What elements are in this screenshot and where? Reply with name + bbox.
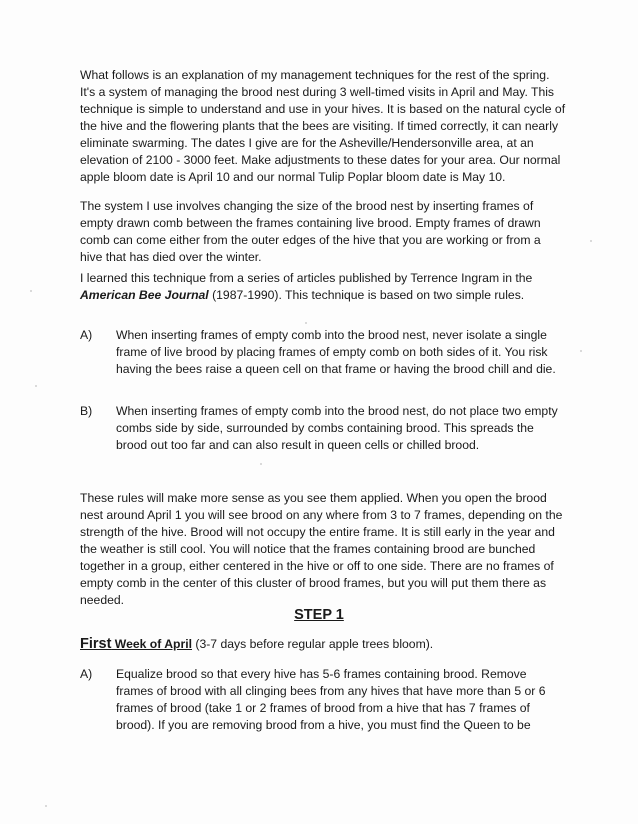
rule-a: [80, 327, 566, 378]
rule-b: [80, 403, 566, 454]
rule-b-text: When inserting frames of empty comb into the brood nest, do not place two empty combs side by side, surrounded by combs containing brood. This spreads the brood out too far and can also result in queen cells or chilled brood.: [116, 404, 558, 452]
step-1-item-a-text: Equalize brood so that every hive has 5-6 frames containing brood. Remove frames of brood with all clinging bees from any hives that have more than 5 or 6 frames of brood (take 1 or 2 frames of brood from a hive that has 7 frames of brood). If you are removing brood from a hive, you must find the Queen to be: [116, 667, 546, 732]
scan-speck: [30, 290, 32, 292]
scan-speck: [305, 322, 307, 324]
intro-paragraph-3-tail: (1987-1990). This technique is based on two simple rules.: [208, 288, 525, 302]
week-heading-first: First: [80, 636, 112, 652]
scan-speck: [45, 805, 47, 807]
rules-explanation-paragraph: These rules will make more sense as you see them applied. When you open the brood nest around April 1 you will see brood on any where from 3 to 7 frames, depending on the strength of the hive. Brood will not occupy the entire frame. It is still early in the year and the weather is still cool. You will notice that the frames containing brood are bunched together in a group, either centered in the hive or off to one side. There are no frames of empty comb in the center of this cluster of brood frames, but you will put them there as needed.: [80, 491, 563, 607]
intro-paragraph-2: The system I use involves changing the size of the brood nest by inserting frames of empty drawn comb between the frames containing live brood. Empty frames of drawn comb can come either from the outer edges of the hive that you are working or from a hive that has died over the winter.: [80, 199, 541, 264]
rule-a-text: When inserting frames of empty comb into the brood nest, never isolate a single frame of live brood by placing frames of empty comb on both sides of it. You risk having the bees raise a queen cell on that frame or having the brood chill and die.: [116, 328, 556, 376]
intro-paragraph-1: What follows is an explanation of my management techniques for the rest of the spring. It's a system of managing the brood nest during 3 well-timed visits in April and May. This technique is simple to understand and use in your hives. It is based on the natural cycle of the hive and the flowering plants that the bees are visiting. If timed correctly, it can nearly eliminate swarming. The dates I give are for the Asheville/Hendersonville area, at an elevation of 2100 - 3000 feet. Make adjustments to these dates for your area. Our normal apple bloom date is April 10 and our normal Tulip Poplar bloom date is May 10.: [80, 68, 566, 184]
rule-b-marker: B): [80, 404, 93, 418]
step-1-item-a: [80, 666, 566, 734]
week-heading-note: (3-7 days before regular apple trees bloom).: [192, 637, 434, 651]
journal-title: American Bee Journal: [80, 288, 209, 302]
intro-paragraph-3: [80, 270, 566, 304]
week-heading-rest: Week of April: [111, 637, 193, 651]
scan-speck: [580, 350, 582, 352]
scan-speck: [590, 240, 592, 242]
rule-a-marker: A): [80, 328, 93, 342]
week-heading: [80, 636, 580, 653]
scan-speck: [35, 385, 37, 387]
step-1-heading: STEP 1: [294, 607, 344, 623]
intro-paragraph-3-lead: I learned this technique from a series of articles published by Terrence Ingram in the: [80, 271, 533, 285]
scan-speck: [260, 463, 262, 465]
step-1-item-a-marker: A): [80, 667, 93, 681]
